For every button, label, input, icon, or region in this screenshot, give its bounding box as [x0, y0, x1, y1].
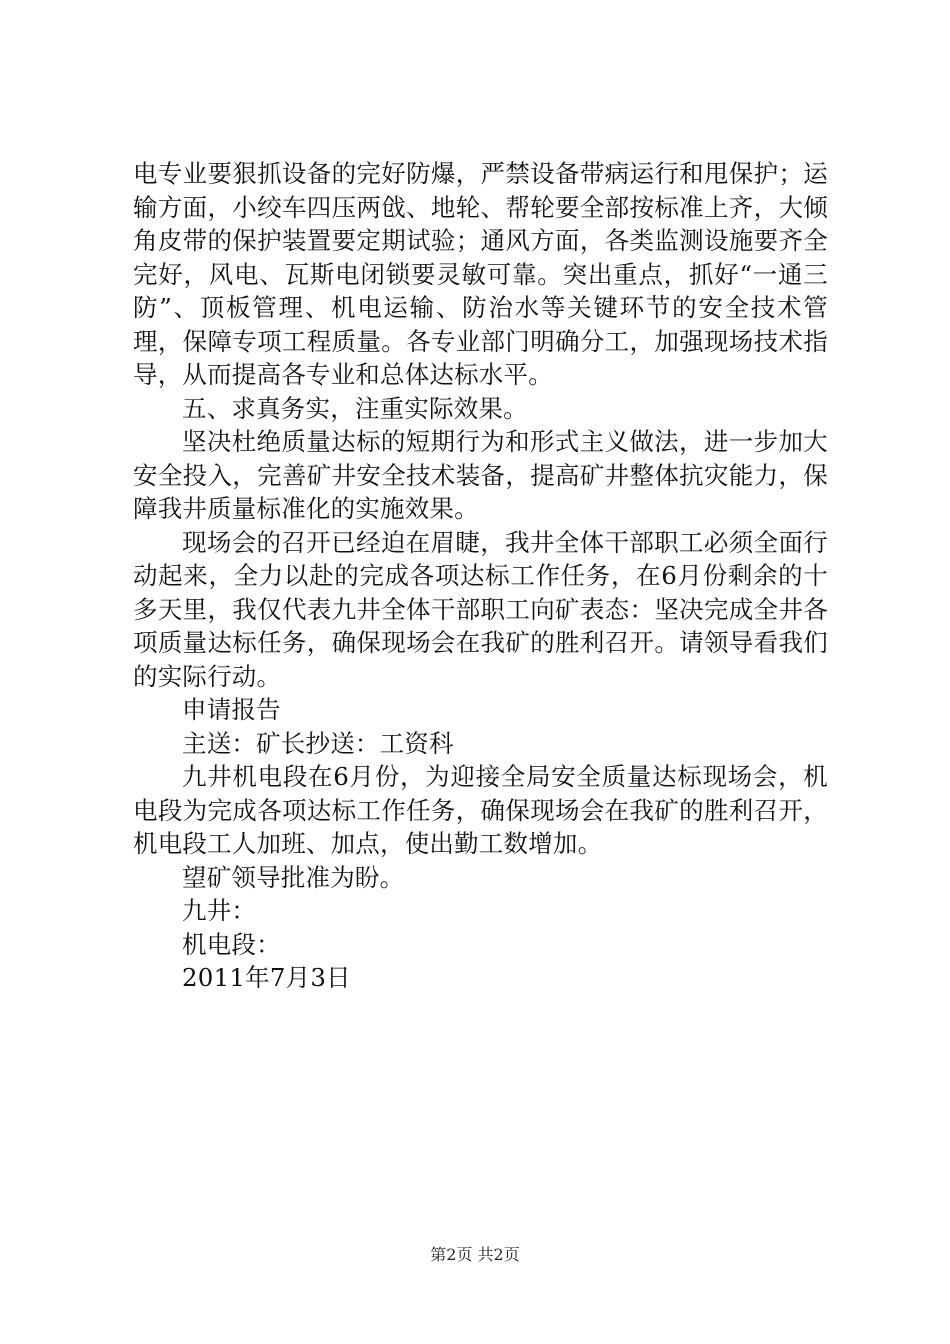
- document-body: [133, 157, 828, 995]
- paragraph-investment: 坚决杜绝质量达标的短期行为和形式主义做法，进一步加大安全投入，完善矿井安全技术装备，提高矿井整体抗灾能力，保障我井质量标准化的实施效果。: [133, 427, 828, 523]
- paragraph-overtime: 九井机电段在6月份，为迎接全局安全质量达标现场会，机电段为完成各项达标工作任务，确保现场会在我矿的胜利召开，机电段工人加班、加点，使出勤工数增加。: [133, 762, 828, 858]
- approval-request: 望矿领导批准为盼。: [182, 862, 405, 892]
- page-footer: 第2页 共2页: [430, 1245, 520, 1264]
- paragraph-meeting-pledge: 现场会的召开已经迫在眉睫，我井全体干部职工必须全面行动起来，全力以赴的完成各项达标工作任务，在6月份剩余的十多天里，我仅代表九井全体干部职工向矿表态：坚决完成全井各项质量达标任务，确保现场会在我矿的胜利召开。请领导看我们的实际行动。: [133, 527, 828, 691]
- section-heading-five: 五、求真务实，注重实际效果。: [182, 393, 528, 423]
- signature-department: 机电段：: [182, 929, 281, 959]
- document-date: 2011年7月3日: [182, 963, 351, 992]
- application-title: 申请报告: [182, 695, 281, 724]
- recipient-line: 主送：矿长抄送：工资科: [182, 728, 454, 758]
- paragraph-continuation: 电专业要狠抓设备的完好防爆，严禁设备带病运行和甩保护；运输方面，小绞车四压两戗、地轮、帮轮要全部按标准上齐，大倾角皮带的保护装置要定期试验；通风方面，各类监测设施要齐全完好，风电、瓦斯电闭锁要灵敏可靠。突出重点，抓好“一通三防”、顶板管理、机电运输、防治水等关键环节的安全技术管理，保障专项工程质量。各专业部门明确分工，加强现场技术指导，从而提高各专业和总体达标水平。: [133, 159, 828, 389]
- signature-mine: 九井：: [182, 896, 257, 925]
